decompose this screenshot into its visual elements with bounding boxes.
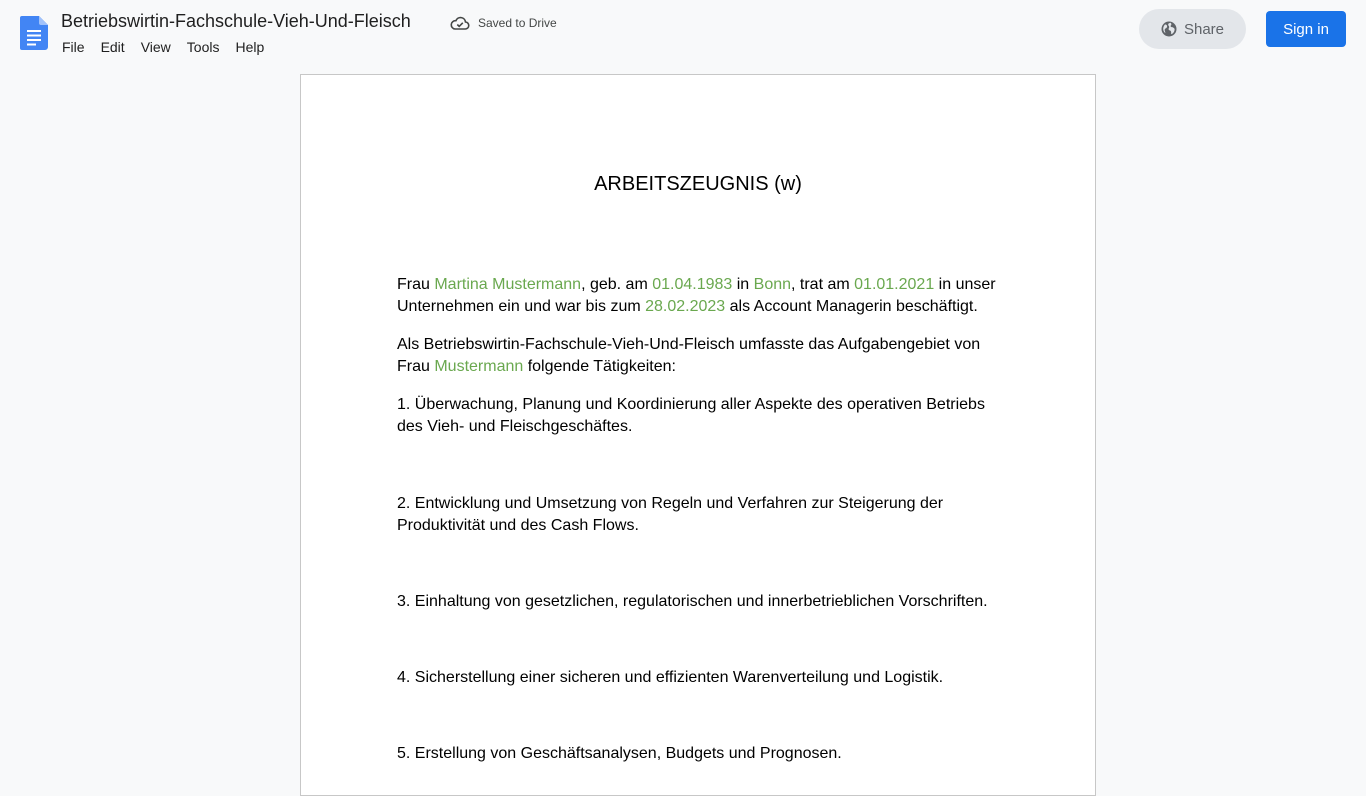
document-title[interactable]: Betriebswirtin-Fachschule-Vieh-Und-Fleisch xyxy=(61,11,411,31)
globe-icon xyxy=(1161,21,1177,37)
intro-text: , geb. am xyxy=(581,276,653,293)
share-button[interactable] xyxy=(1139,9,1246,49)
app-header xyxy=(0,0,1366,64)
task-item-1: 1. Überwachung, Planung und Koordinierung aller Aspekte des operativen Betriebs des Vieh- und Fleischgeschäftes. xyxy=(397,396,985,435)
menu-tools[interactable]: Tools xyxy=(186,39,220,55)
intro-text: als Account Managerin beschäftigt. xyxy=(725,298,978,315)
intro-text: Frau xyxy=(397,276,435,293)
start-date: 01.01.2021 xyxy=(854,276,935,293)
employee-name: Martina Mustermann xyxy=(434,276,582,293)
sign-in-button[interactable]: Sign in xyxy=(1266,11,1346,47)
menu-edit[interactable]: Edit xyxy=(100,39,125,55)
employee-surname: Mustermann xyxy=(434,358,524,375)
menu-help[interactable]: Help xyxy=(235,39,265,55)
intro-text: in unser Unternehmen ein und war bis zum xyxy=(397,276,996,315)
tasks-intro-text: Als Betriebswirtin-Fachschule-Vieh-Und-Fleisch umfasste das Aufgabengebiet von Frau xyxy=(397,336,981,375)
save-status[interactable] xyxy=(450,13,557,33)
save-status-label: Saved to Drive xyxy=(478,16,557,30)
task-item-4: 4. Sicherstellung einer sicheren und effizienten Warenverteilung und Logistik. xyxy=(397,669,944,686)
intro-paragraph xyxy=(397,274,1007,318)
end-date: 28.02.2023 xyxy=(645,298,726,315)
task-item-3: 3. Einhaltung von gesetzlichen, regulatorischen und innerbetrieblichen Vorschriften. xyxy=(397,593,988,610)
task-item-2: 2. Entwicklung und Umsetzung von Regeln und Verfahren zur Steigerung der Produktivität und des Cash Flows. xyxy=(397,495,944,534)
google-docs-icon[interactable] xyxy=(20,16,48,50)
share-label: Share xyxy=(1183,20,1225,38)
menu-file[interactable]: File xyxy=(62,39,85,55)
birth-date: 01.04.1983 xyxy=(652,276,733,293)
intro-text: , trat am xyxy=(791,276,855,293)
task-item-5: 5. Erstellung von Geschäftsanalysen, Budgets und Prognosen. xyxy=(397,745,842,762)
menu-bar xyxy=(54,36,272,58)
intro-text: in xyxy=(732,276,754,293)
document-heading: ARBEITSZEUGNIS (w) xyxy=(594,173,802,195)
birth-city: Bonn xyxy=(753,276,792,293)
cloud-done-icon xyxy=(450,15,470,31)
document-page[interactable] xyxy=(300,74,1096,796)
menu-view[interactable]: View xyxy=(140,39,171,55)
tasks-intro-paragraph xyxy=(397,334,1007,378)
tasks-intro-text: folgende Tätigkeiten: xyxy=(523,358,676,375)
